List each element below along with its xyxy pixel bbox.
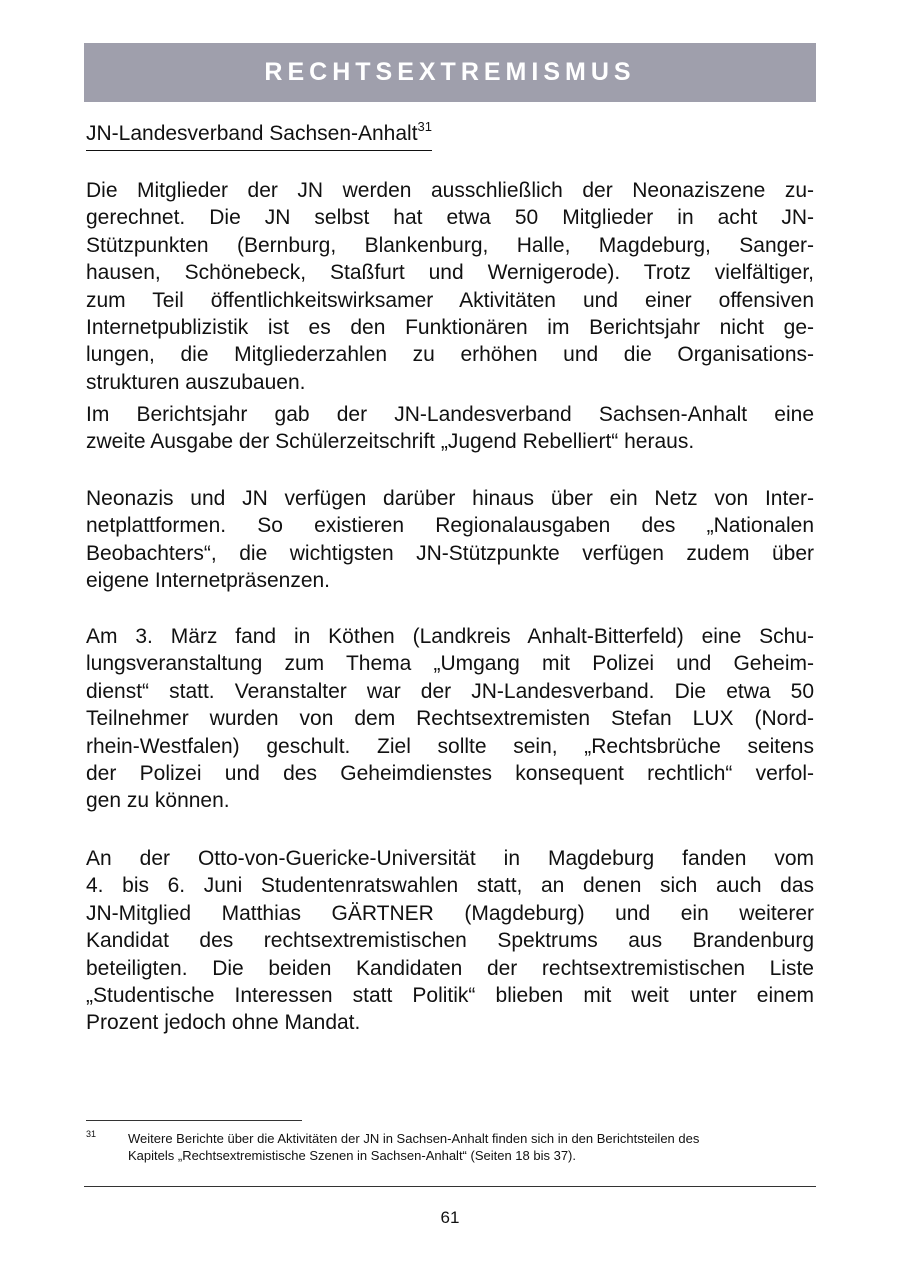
text-line: netplattformen. So existieren Regionalausgaben des „Nationalen [86, 514, 814, 538]
text-line: zweite Ausgabe der Schülerzeitschrift „Jugend Rebelliert“ heraus. [86, 430, 695, 454]
footnote-text [128, 1130, 818, 1164]
footnote-line: Weitere Berichte über die Aktivitäten der JN in Sachsen-Anhalt finden sich in den Berichtsteilen des [128, 1131, 700, 1146]
text-line: Am 3. März fand in Köthen (Landkreis Anhalt-Bitterfeld) eine Schu- [86, 625, 814, 648]
footnote-reference[interactable]: 31 [417, 119, 433, 134]
text-line: beteiligten. Die beiden Kandidaten der rechtsextremistischen Liste [86, 956, 814, 980]
text-line: dienst“ statt. Veranstalter war der JN-Landesverband. Die etwa 50 [86, 679, 814, 703]
paragraph-internet-platforms [86, 485, 814, 595]
text-line: An der Otto-von-Guericke-Universität in Magdeburg fanden vom [86, 847, 814, 870]
footer-rule [84, 1186, 816, 1187]
paragraph-student-elections [86, 845, 814, 1037]
text-line: zum Teil öffentlichkeitswirksamer Aktivitäten und einer offensiven [86, 288, 814, 312]
page-number: 61 [440, 1208, 460, 1227]
text-line: Kandidat des rechtsextremistischen Spektrums aus Brandenburg [86, 929, 814, 953]
text-line: Beobachters“, die wichtigsten JN-Stützpunkte verfügen zudem über [86, 541, 814, 565]
text-line: lungsveranstaltung zum Thema „Umgang mit Polizei und Geheim- [86, 652, 814, 676]
text-line: Teilnehmer wurden von dem Rechtsextremisten Stefan LUX (Nord- [86, 707, 814, 731]
text-line: Prozent jedoch ohne Mandat. [86, 1011, 361, 1035]
text-line: Stützpunkten (Bernburg, Blankenburg, Halle, Magdeburg, Sanger- [86, 233, 814, 257]
running-header [84, 43, 816, 102]
text-line: der Polizei und des Geheimdienstes konsequent rechtlich“ verfol- [86, 762, 814, 786]
section-heading [86, 119, 432, 151]
text-line: 4. bis 6. Juni Studentenratswahlen statt, an denen sich auch das [86, 874, 814, 898]
text-line: strukturen auszubauen. [86, 370, 306, 394]
text-line: Die Mitglieder der JN werden ausschließlich der Neonaziszene zu- [86, 179, 814, 202]
text-line: Im Berichtsjahr gab der JN-Landesverband Sachsen-Anhalt eine [86, 403, 814, 426]
text-line: JN-Mitglied Matthias GÄRTNER (Magdeburg) und ein weiterer [86, 901, 814, 925]
footnote-number: 31 [86, 1129, 97, 1139]
footnote-separator [86, 1120, 302, 1121]
text-line: eigene Internetpräsenzen. [86, 569, 331, 593]
text-line: „Studentische Interessen statt Politik“ blieben mit weit unter einem [86, 984, 814, 1008]
text-line: rhein-Westfalen) geschult. Ziel sollte sein, „Rechtsbrüche seitens [86, 734, 814, 758]
running-header-title: RECHTSEXTREMISMUS [264, 58, 636, 86]
text-line: gen zu können. [86, 789, 230, 813]
section-heading-text: JN-Landesverband Sachsen-Anhalt [86, 122, 418, 145]
footnote-line: Kapitels „Rechtsextremistische Szenen in Sachsen-Anhalt“ (Seiten 18 bis 37). [128, 1148, 576, 1163]
paragraph-school-magazine [86, 401, 814, 456]
text-line: gerechnet. Die JN selbst hat etwa 50 Mitglieder in acht JN- [86, 206, 814, 230]
text-line: lungen, die Mitgliederzahlen zu erhöhen und die Organisations- [86, 343, 814, 367]
text-line: Neonazis und JN verfügen darüber hinaus über ein Netz von Inter- [86, 487, 814, 510]
text-line: hausen, Schönebeck, Staßfurt und Wernigerode). Trotz vielfältiger, [86, 261, 814, 285]
paragraph-membership [86, 177, 814, 396]
text-line: Internetpublizistik ist es den Funktionären im Berichtsjahr nicht ge- [86, 316, 814, 340]
paragraph-training-event [86, 623, 814, 815]
